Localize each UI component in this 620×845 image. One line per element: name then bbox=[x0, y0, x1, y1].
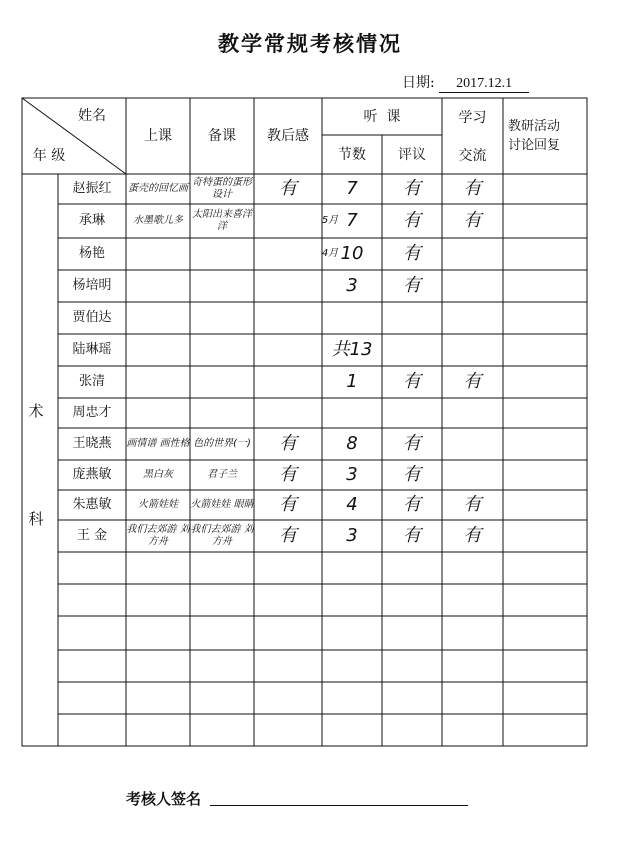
row-7-count: 1 bbox=[346, 371, 358, 392]
row-12-count: 3 bbox=[346, 525, 358, 546]
row-1-count: 7 bbox=[346, 178, 358, 199]
row-1-lecture: 蛋壳的回忆画 bbox=[128, 183, 188, 194]
signature-line bbox=[210, 805, 468, 806]
header-listen: 听 课 bbox=[363, 108, 401, 125]
row-4-name: 杨培明 bbox=[72, 278, 112, 293]
header-research: 教研活动讨论回复 bbox=[508, 119, 561, 153]
row-1-prep: 奇特蛋的蛋形设计 bbox=[192, 177, 252, 200]
header-evaluate: 评议 bbox=[398, 146, 426, 163]
row-12-reflection: 有 bbox=[279, 525, 297, 546]
row-5-name: 贾伯达 bbox=[72, 310, 112, 325]
row-7-evaluate: 有 bbox=[403, 371, 421, 392]
row-8-name: 周忠才 bbox=[72, 405, 112, 420]
row-10-lecture: 黑白灰 bbox=[143, 469, 173, 480]
row-11-reflection: 有 bbox=[279, 494, 297, 515]
row-9-name: 王晓燕 bbox=[72, 436, 112, 451]
row-5-count bbox=[322, 302, 382, 334]
header-grade: 年 级 bbox=[32, 148, 66, 164]
row-9-count: 8 bbox=[346, 433, 358, 454]
row-3-count: 10 bbox=[340, 243, 364, 264]
row-12-prep: 我们去郊游 刘方舟 bbox=[190, 524, 254, 547]
row-6-lecture bbox=[126, 334, 190, 366]
signature-label: 考核人签名 bbox=[126, 790, 202, 808]
row-3-lecture bbox=[126, 238, 190, 270]
row-3-study bbox=[442, 238, 503, 270]
row-8-prep bbox=[190, 398, 254, 428]
header-prep: 备课 bbox=[208, 128, 236, 144]
row-9-prep: 色的世界(一) bbox=[193, 438, 251, 449]
row-8-study bbox=[442, 398, 503, 428]
date-value: 2017.12.1 bbox=[439, 76, 529, 93]
row-11-prep: 火箭娃娃 眼睛 bbox=[190, 499, 254, 510]
row-10-study bbox=[442, 460, 503, 490]
row-2-evaluate: 有 bbox=[403, 210, 421, 231]
row-2-study: 有 bbox=[463, 210, 482, 231]
row-11-study: 有 bbox=[463, 494, 482, 515]
row-8-lecture bbox=[126, 398, 190, 428]
row-9-study bbox=[442, 428, 503, 460]
row-11-name: 朱惠敏 bbox=[72, 497, 112, 512]
row-12-name: 王 金 bbox=[76, 528, 108, 543]
row-4-lecture bbox=[126, 270, 190, 302]
row-4-study bbox=[442, 270, 503, 302]
row-3-reflection bbox=[254, 238, 322, 270]
header-lecture: 上课 bbox=[144, 128, 172, 144]
row-12-lecture: 我们去郊游 刘方舟 bbox=[126, 524, 190, 547]
row-7-lecture bbox=[126, 366, 190, 398]
row-10-prep: 君子兰 bbox=[207, 469, 237, 480]
header-exchange: 交流 bbox=[458, 148, 487, 164]
row-8-reflection bbox=[254, 398, 322, 428]
row-7-reflection bbox=[254, 366, 322, 398]
row-4-evaluate: 有 bbox=[403, 275, 421, 296]
row-2-count-prefix: 5月 bbox=[321, 215, 339, 226]
row-5-reflection bbox=[254, 302, 322, 334]
row-9-evaluate: 有 bbox=[403, 433, 421, 454]
row-11-lecture: 火箭娃娃 bbox=[138, 499, 178, 510]
department-char-2: 科 bbox=[28, 510, 44, 528]
row-5-prep bbox=[190, 302, 254, 334]
row-12-evaluate: 有 bbox=[403, 525, 421, 546]
row-4-count: 3 bbox=[346, 275, 358, 296]
row-2-reflection bbox=[254, 204, 322, 238]
row-8-count bbox=[322, 398, 382, 428]
row-2-count: 7 bbox=[346, 210, 358, 231]
header-name: 姓名 bbox=[78, 108, 106, 124]
row-6-reflection bbox=[254, 334, 322, 366]
row-10-name: 庞燕敏 bbox=[72, 467, 112, 482]
header-study: 学习 bbox=[458, 110, 487, 126]
row-6-name: 陆琳瑶 bbox=[72, 342, 112, 357]
row-3-prep bbox=[190, 238, 254, 270]
row-7-study: 有 bbox=[463, 371, 482, 392]
department-char-1: 术 bbox=[28, 402, 44, 420]
row-10-evaluate: 有 bbox=[403, 464, 421, 485]
row-4-prep bbox=[190, 270, 254, 302]
date-label: 日期: bbox=[402, 75, 435, 91]
row-6-evaluate bbox=[382, 334, 442, 366]
row-6-count: 共13 bbox=[331, 339, 373, 360]
row-10-reflection: 有 bbox=[279, 464, 297, 485]
row-10-count: 3 bbox=[346, 464, 358, 485]
row-1-evaluate: 有 bbox=[403, 178, 421, 199]
row-7-name: 张清 bbox=[78, 374, 105, 389]
row-7-prep bbox=[190, 366, 254, 398]
row-3-name: 杨艳 bbox=[78, 246, 105, 261]
row-1-name: 赵振红 bbox=[72, 181, 112, 196]
row-2-name: 承琳 bbox=[78, 213, 105, 228]
row-3-count-prefix: 4月 bbox=[321, 248, 339, 259]
row-6-study bbox=[442, 334, 503, 366]
row-5-lecture bbox=[126, 302, 190, 334]
row-9-lecture: 画情谱 画性格 bbox=[126, 438, 190, 449]
row-2-prep: 太阳出来喜洋洋 bbox=[192, 209, 252, 232]
row-2-lecture: 水墨歌儿多 bbox=[133, 215, 183, 226]
row-11-evaluate: 有 bbox=[403, 494, 421, 515]
row-8-evaluate bbox=[382, 398, 442, 428]
row-12-study: 有 bbox=[463, 525, 482, 546]
row-9-reflection: 有 bbox=[279, 433, 297, 454]
row-1-study: 有 bbox=[463, 178, 482, 199]
header-reflection: 教后感 bbox=[267, 128, 309, 144]
row-4-reflection bbox=[254, 270, 322, 302]
row-5-study bbox=[442, 302, 503, 334]
header-count: 节数 bbox=[338, 146, 366, 163]
document-title: 教学常规考核情况 bbox=[218, 31, 402, 56]
row-1-reflection: 有 bbox=[279, 178, 297, 199]
row-6-prep bbox=[190, 334, 254, 366]
row-3-evaluate: 有 bbox=[403, 243, 421, 264]
row-5-evaluate bbox=[382, 302, 442, 334]
row-11-count: 4 bbox=[346, 494, 358, 515]
